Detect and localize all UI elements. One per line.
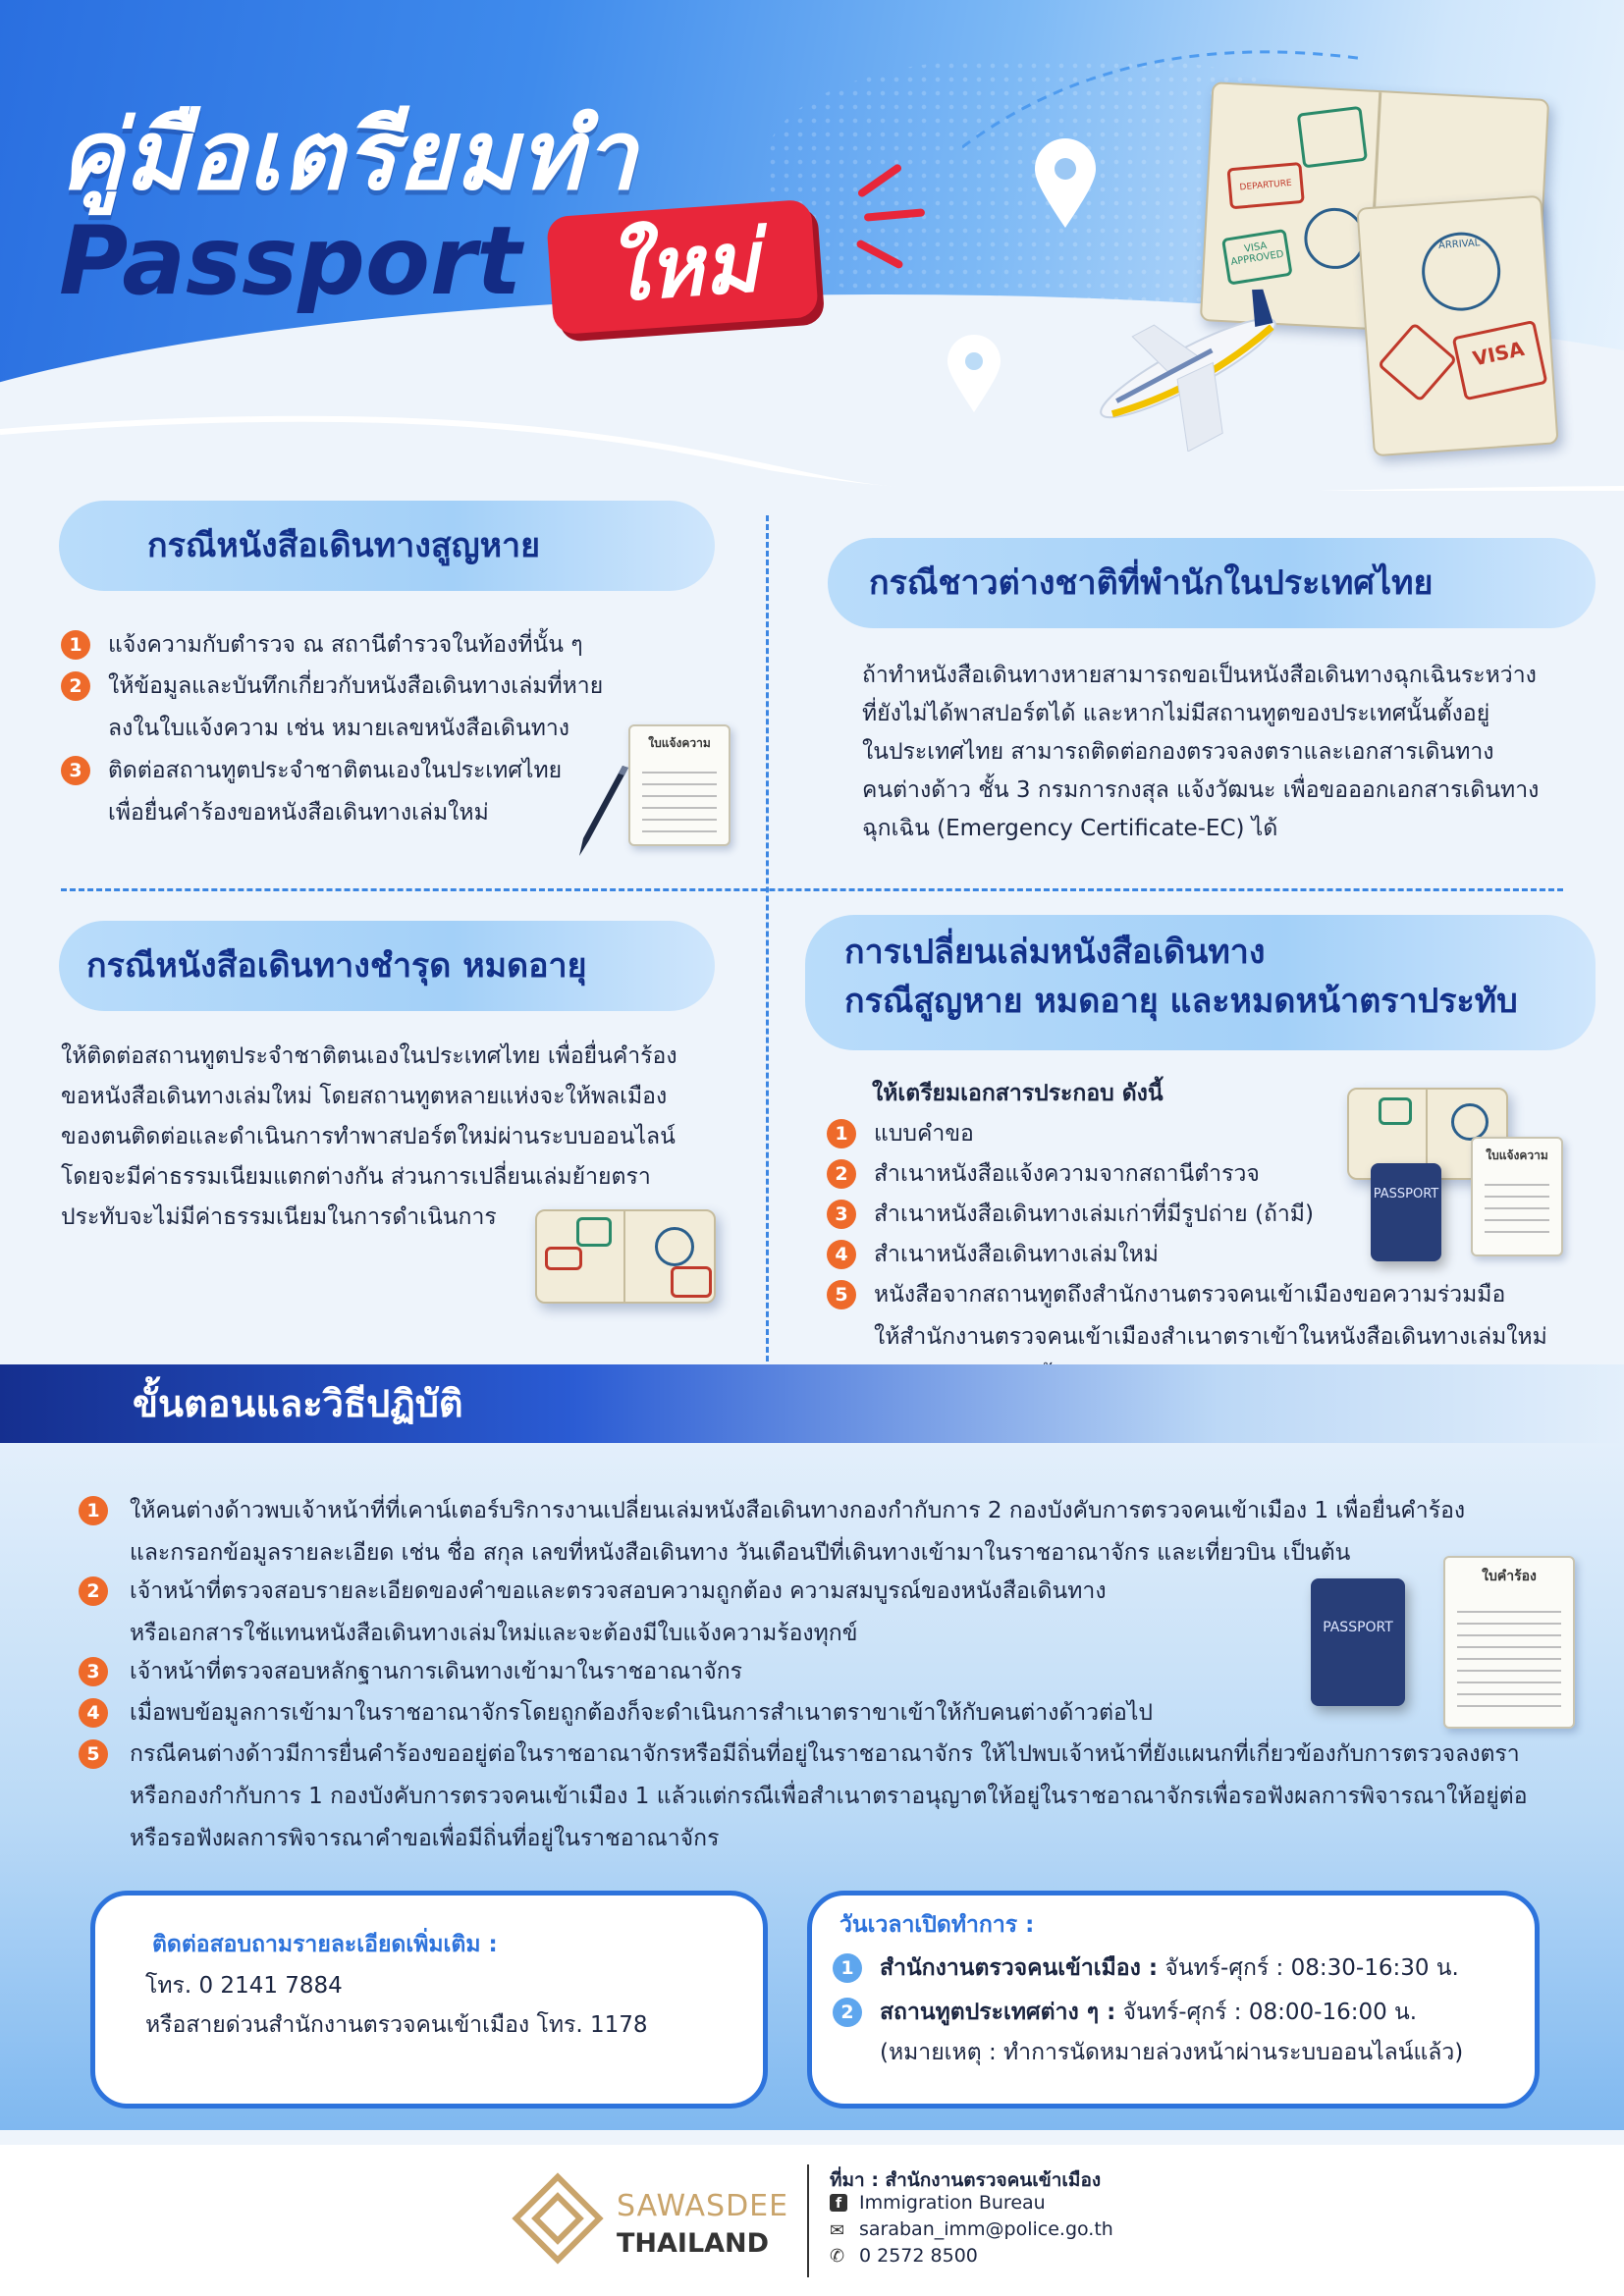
number-badge: 2: [61, 671, 90, 701]
hours-item-name: สำนักงานตรวจคนเข้าเมือง :: [880, 1955, 1159, 1981]
footer: [0, 2145, 1624, 2296]
footer-facebook[interactable]: Immigration Bureau: [859, 2192, 1046, 2214]
footer-email[interactable]: saraban_imm@police.go.th: [859, 2218, 1113, 2240]
section-heading-foreign: [828, 538, 1596, 628]
pen-icon: [569, 762, 638, 860]
damaged-paragraph-line: โดยจะมีค่าธรรมเนียมแตกต่างกัน ส่วนการเปลี่ยนเล่มย้ายตรา: [61, 1164, 651, 1190]
list-item: ให้ข้อมูลและบันทึกเกี่ยวกับหนังสือเดินทางเล่มที่หาย ลงในใบแจ้งความ เช่น หมายเลขหนังสือเดินทาง: [108, 673, 604, 741]
section-heading-change-line1: การเปลี่ยนเล่มหนังสือเดินทาง: [844, 933, 1266, 972]
hours-item: [880, 1948, 1459, 1990]
foreign-paragraph-line: ที่ยังไม่ได้พาสปอร์ตได้ และหากไม่มีสถานทูตของประเทศนั้นตั้งอยู่: [862, 701, 1490, 726]
list-item: สำเนาหนังสือแจ้งความจากสถานีตำรวจ: [874, 1161, 1260, 1187]
procedure-step: เจ้าหน้าที่ตรวจสอบหลักฐานการเดินทางเข้ามาในราชอาณาจักร: [130, 1659, 743, 1684]
visa-stamp-label: VISA: [1470, 337, 1527, 371]
foreign-paragraph-line: ในประเทศไทย สามารถติดต่อกองตรวจลงตราและเอกสารเดินทาง: [862, 739, 1494, 765]
police-report-doc-illustration: [628, 724, 731, 846]
section-heading-damaged-label: กรณีหนังสือเดินทางชำรุด หมดอายุ: [86, 946, 587, 986]
section-heading-change-line2: กรณีสูญหาย หมดอายุ และหมดหน้าตราประทับ: [844, 982, 1518, 1021]
list-item: สำเนาหนังสือเดินทางเล่มใหม่: [874, 1242, 1159, 1267]
footer-phone: 0 2572 8500: [859, 2245, 978, 2267]
passport-booklet-label: PASSPORT: [1323, 1620, 1393, 1635]
contact-hotline: หรือสายด่วนสำนักงานตรวจคนเข้าเมือง โทร. 1178: [145, 2012, 648, 2038]
number-badge: 2: [79, 1576, 108, 1606]
police-report-doc-illustration: [1471, 1137, 1563, 1256]
open-passport-illustration: [535, 1209, 716, 1304]
hours-item-name: สถานทูตประเทศต่าง ๆ :: [880, 2000, 1116, 2025]
number-badge: 1: [833, 1953, 862, 1983]
number-badge: 5: [827, 1280, 856, 1309]
section-heading-change: [805, 915, 1596, 1050]
damaged-paragraph-line: ประทับจะไม่มีค่าธรรมเนียมในการดำเนินการ: [61, 1204, 497, 1230]
request-form-doc-illustration: [1443, 1556, 1575, 1729]
number-badge: 1: [79, 1496, 108, 1525]
footer-source: ที่มา : สำนักงานตรวจคนเข้าเมือง: [830, 2169, 1102, 2191]
passport-booklet-illustration: [1371, 1163, 1441, 1261]
contact-heading: ติดต่อสอบถามรายละเอียดเพิ่มเติม :: [152, 1932, 498, 1957]
hours-note: (หมายเหตุ : ทำการนัดหมายล่วงหน้าผ่านระบบออนไลน์แล้ว): [880, 2040, 1464, 2065]
number-badge: 2: [827, 1159, 856, 1189]
list-item: ติดต่อสถานทูตประจำชาติตนเองในประเทศไทย เพื่อยื่นคำร้องขอหนังสือเดินทางเล่มใหม่: [108, 758, 563, 826]
section-divider: [61, 888, 1563, 891]
doc-label: ใบคำร้อง: [1482, 1569, 1537, 1584]
passport-booklet-label: PASSPORT: [1373, 1187, 1439, 1201]
number-badge: 5: [79, 1739, 108, 1769]
section-heading-lost-label: กรณีหนังสือเดินทางสูญหาย: [147, 526, 541, 565]
hours-item-time: จันทร์-ศุกร์ : 08:30-16:30 น.: [1164, 1955, 1459, 1981]
number-badge: 4: [79, 1698, 108, 1728]
number-badge: 4: [827, 1240, 856, 1269]
hours-item-time: จันทร์-ศุกร์ : 08:00-16:00 น.: [1122, 2000, 1418, 2025]
list-item: หนังสือจากสถานทูตถึงสำนักงานตรวจคนเข้าเมืองขอความร่วมมือ ให้สำนักงานตรวจคนเข้าเมืองสำเนาตราเข้าในหนังสือเดินทางเล่มใหม่: [874, 1282, 1547, 1350]
sawasdee-logo-icon: [509, 2169, 607, 2268]
passport-page-illustration: [1356, 195, 1558, 457]
damaged-paragraph-line: ของตนติดต่อและดำเนินการทำพาสปอร์ตใหม่ผ่านระบบออนไลน์: [61, 1124, 676, 1149]
phone-icon: ✆: [830, 2246, 845, 2267]
list-item: สำเนาหนังสือเดินทางเล่มเก่าที่มีรูปถ่าย (ถ้ามี): [874, 1201, 1314, 1227]
number-badge: 3: [61, 756, 90, 785]
number-badge: 2: [833, 1998, 862, 2027]
airplane-icon: [1080, 285, 1296, 452]
foreign-paragraph-line: ถ้าทำหนังสือเดินทางหายสามารถขอเป็นหนังสือเดินทางฉุกเฉินระหว่าง: [862, 663, 1537, 688]
contact-phone: โทร. 0 2141 7884: [145, 1973, 343, 1999]
change-intro: ให้เตรียมเอกสารประกอบ ดังนี้: [872, 1081, 1164, 1106]
visa-stamp: [1452, 320, 1548, 400]
procedure-title: ขั้นตอนและวิธีปฏิบัติ: [133, 1382, 463, 1425]
arrival-stamp: ARRIVAL: [1419, 230, 1502, 313]
doc-label: ใบแจ้งความ: [1486, 1148, 1548, 1162]
list-item: แบบคำขอ: [874, 1121, 974, 1147]
location-pin-icon: [945, 334, 1003, 414]
title-new-tag-label: ใหม่: [603, 212, 762, 322]
title-new-tag: [546, 199, 819, 336]
number-badge: 1: [61, 630, 90, 660]
location-pin-icon: [1031, 137, 1100, 231]
damaged-paragraph-line: ให้ติดต่อสถานทูตประจำชาติตนเองในประเทศไทย เพื่อยื่นคำร้อง: [61, 1043, 677, 1069]
section-heading-lost: [59, 501, 715, 591]
hours-item: [880, 1992, 1417, 2034]
facebook-icon: f: [830, 2194, 847, 2212]
procedure-step: เจ้าหน้าที่ตรวจสอบรายละเอียดของคำขอและตรวจสอบความถูกต้อง ความสมบูรณ์ของหนังสือเดินทาง หรือเอกสารใช้แทนหนังสือเดินทางเล่มใหม่และจะต้องมีใบแจ้งความร้องทุกข์: [130, 1578, 1107, 1646]
list-item: แจ้งความกับตำรวจ ณ สถานีตำรวจในท้องที่นั้น ๆ: [108, 632, 583, 658]
visa-approved-stamp: VISA APPROVED: [1221, 229, 1293, 286]
hours-heading: วันเวลาเปิดทำการ :: [839, 1912, 1035, 1938]
procedure-step: กรณีคนต่างด้าวมีการยื่นคำร้องขออยู่ต่อในราชอาณาจักรหรือมีถิ่นที่อยู่ในราชอาณาจักร ให้ไปพบเจ้าหน้าที่ยังแผนกที่เกี่ยวข้องกับการตรวจลงตรา หรือกองกำกับการ 1 กองบังคับการตรวจคนเข้าเมือง 1 แล้วแต่กรณีเพื่อสำเนาตราอนุญาตให้อยู่ในราชอาณาจักรเพื่อรอฟังผลการพิจารณาให้อยู่ต่อ หรือรอฟังผลการพิจารณาคำขอเพื่อมีถิ่นที่อยู่ในราชอาณาจักร: [130, 1741, 1528, 1851]
procedure-step: เมื่อพบข้อมูลการเข้ามาในราชอาณาจักรโดยถูกต้องก็จะดำเนินการสำเนาตราขาเข้าให้กับคนต่างด้าวต่อไป: [130, 1700, 1154, 1726]
foreign-paragraph-line: คนต่างด้าว ชั้น 3 กรมการกงสุล แจ้งวัฒนะ เพื่อขอออกเอกสารเดินทาง: [862, 777, 1540, 803]
section-divider: [766, 515, 769, 1379]
number-badge: 1: [827, 1119, 856, 1148]
section-heading-damaged: [59, 921, 715, 1011]
foreign-paragraph-line: ฉุกเฉิน (Emergency Certificate-EC) ได้: [862, 816, 1278, 841]
page-title-line1: คู่มือเตรียมทำ: [59, 100, 638, 212]
section-heading-foreign-label: กรณีชาวต่างชาติที่พำนักในประเทศไทย: [869, 563, 1434, 603]
brand-name-top: SAWASDEE: [617, 2189, 789, 2223]
page-title-line2: Passport: [59, 206, 522, 316]
number-badge: 3: [827, 1200, 856, 1229]
doc-label: ใบแจ้งความ: [648, 736, 711, 750]
footer-divider: [807, 2164, 809, 2277]
damaged-paragraph-line: ขอหนังสือเดินทางเล่มใหม่ โดยสถานทูตหลายแห่งจะให้พลเมือง: [61, 1084, 668, 1109]
procedure-step: ให้คนต่างด้าวพบเจ้าหน้าที่ที่เคาน์เตอร์บริการงานเปลี่ยนเล่มหนังสือเดินทางกองกำกับการ 2 กองบังคับการตรวจคนเข้าเมือง 1 เพื่อยื่นคำร้อง และกรอกข้อมูลรายละเอียด เช่น ชื่อ สกุล เลขที่หนังสือเดินทาง วันเดือนปีที่เดินทางเข้ามาในราชอาณาจักร และเที่ยวบิน เป็นต้น: [130, 1498, 1466, 1566]
email-icon: ✉: [830, 2220, 845, 2241]
departure-stamp: DEPARTURE: [1226, 162, 1304, 209]
passport-booklet-illustration: [1311, 1578, 1405, 1706]
brand-name-bottom: THAILAND: [617, 2228, 770, 2259]
number-badge: 3: [79, 1657, 108, 1686]
